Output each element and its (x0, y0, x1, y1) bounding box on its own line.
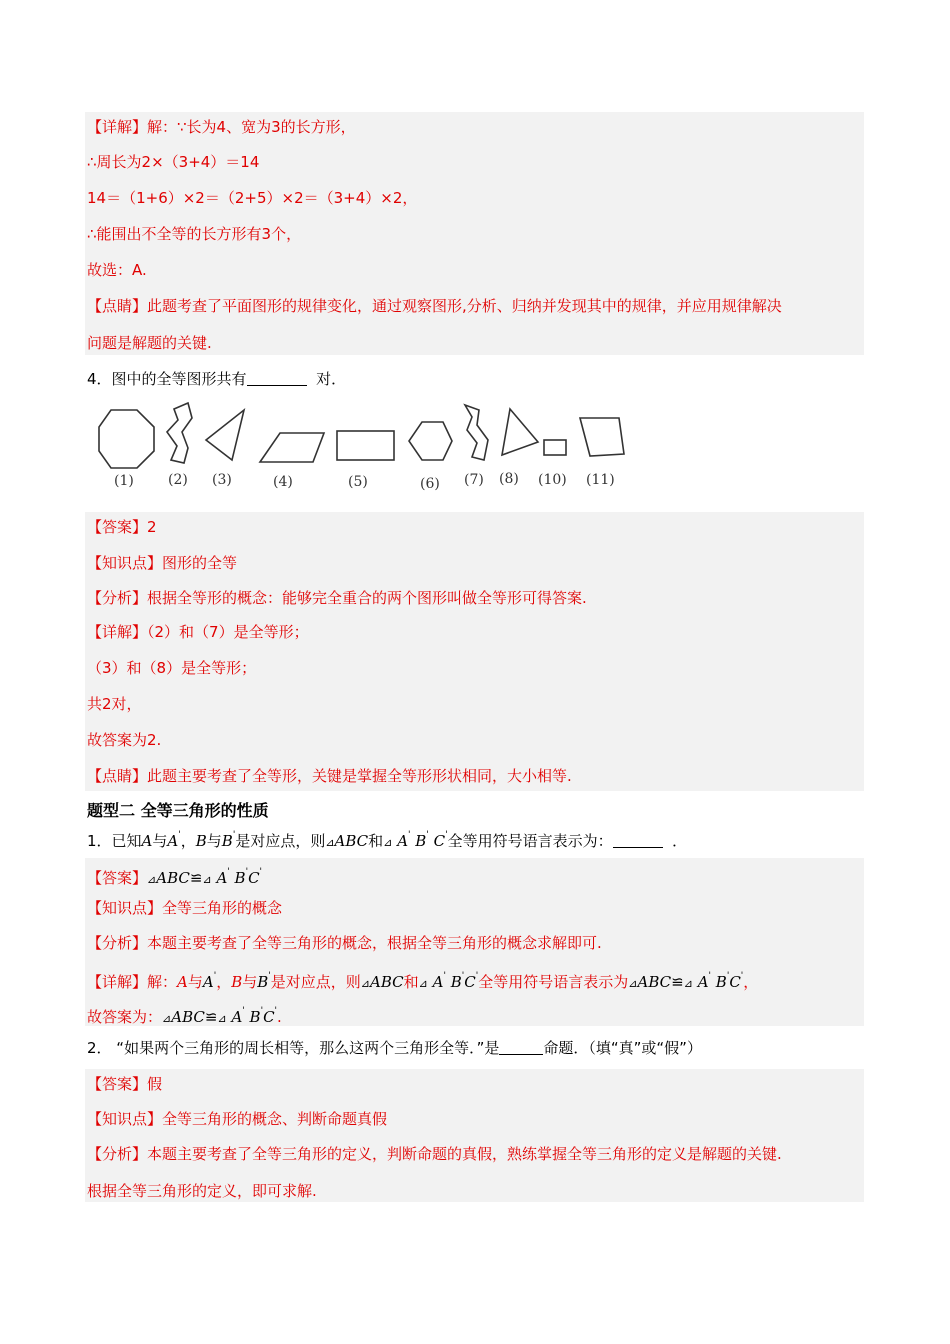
figure-label: (1) (114, 473, 134, 489)
rectangle-shape-10 (544, 440, 566, 455)
analysis-line: 【分析】根据全等形的概念：能够完全重合的两个图形叫做全等形可得答案. (87, 589, 587, 607)
prime-mark: ' (426, 830, 429, 840)
triangle-symbol: ⊿ (162, 1012, 172, 1025)
detail-line: 【详解】解：∵长为4、宽为3的长方形， (87, 118, 356, 136)
figure-label: (11) (586, 472, 615, 488)
prime-mark: ' (443, 971, 446, 981)
parallelogram-shape-4 (260, 433, 324, 462)
q1-he: 和 (368, 832, 384, 850)
tri-abc: ABC (370, 973, 404, 991)
final-prefix: 故答案为： (87, 1008, 163, 1026)
review-line: 【点睛】此题主要考查了全等形，关键是掌握全等形形状相同，大小相等. (87, 767, 572, 785)
detail-comma: ， (743, 973, 759, 991)
detail-mid: 是对应点，则 (270, 973, 361, 991)
q1-yu: 与 (152, 832, 168, 850)
var-B: B (195, 832, 207, 850)
detail-yu: 与 (187, 973, 203, 991)
zigzag-shape-7 (465, 405, 488, 460)
var-A-prime: A (432, 973, 444, 991)
triangle-symbol: ⊿ (202, 873, 212, 886)
var-A-prime: A (231, 1008, 243, 1026)
figure-label: (6) (420, 476, 440, 492)
detail-line: 共2对， (87, 695, 142, 713)
triangle-symbol: ⊿ (628, 977, 638, 990)
var-C-prime: C (248, 869, 260, 887)
var-B-prime: B (221, 832, 233, 850)
prime-mark: ' (268, 971, 271, 981)
prime-mark: ' (178, 830, 181, 840)
var-A: A (177, 973, 188, 991)
detail-line: （3）和（8）是全等形； (87, 659, 257, 677)
zigzag-shape-2 (167, 403, 192, 463)
answer-label: 【答案】 (87, 869, 148, 887)
q1-comma: ， (180, 832, 196, 850)
figure-label: (3) (212, 472, 232, 488)
prime-mark: ' (213, 971, 217, 981)
answer-blank (499, 1040, 543, 1055)
detail-line: 故选：A. (87, 261, 147, 279)
knowledge-line: 【知识点】全等三角形的概念 (87, 899, 283, 917)
analysis-line: 【分析】本题主要考查了全等三角形的概念，根据全等三角形的概念求解即可. (87, 934, 602, 952)
knowledge-line: 【知识点】图形的全等 (87, 554, 238, 572)
question-1 (87, 825, 687, 853)
answer-line: 【答案】2 (87, 518, 157, 536)
answer-line (87, 862, 262, 890)
var-A-prime: A (167, 832, 179, 850)
analysis-line: 【分析】本题主要考查了全等三角形的定义，判断命题的真假，熟练掌握全等三角形的定义是解题的关键. (87, 1145, 782, 1163)
triangle-symbol: ⊿ (383, 836, 393, 849)
detail-yu: 与 (242, 973, 258, 991)
answer-blank (247, 371, 307, 386)
prime-mark: ' (260, 1006, 264, 1016)
detail-line: 【详解】（2）和（7）是全等形； (87, 623, 309, 641)
question-2 (87, 1038, 702, 1058)
congruent-symbol: ≌ (671, 973, 684, 991)
shapes-figure (92, 400, 632, 495)
triangle-symbol: ⊿ (418, 977, 428, 990)
triangle-shape-3 (206, 410, 244, 460)
question-4 (87, 369, 346, 389)
var-A-prime: A (216, 869, 228, 887)
q1-num: 1．已知 (87, 832, 142, 850)
var-B-prime: B (415, 832, 427, 850)
var-C-prime: C (729, 973, 741, 991)
octagon-shape (99, 410, 154, 468)
prime-mark: ' (242, 1006, 245, 1016)
q1-end: ． (672, 832, 688, 850)
q1-mid: 是对应点，则 (235, 832, 326, 850)
tri-abc: ABC (171, 1008, 205, 1026)
section-heading: 题型二 全等三角形的性质 (87, 801, 269, 820)
analysis-line: 根据全等三角形的定义，即可求解. (87, 1182, 317, 1200)
parallelogram-shape-11 (580, 418, 624, 456)
prime-mark: ' (740, 971, 744, 981)
final-answer-line (87, 1001, 282, 1029)
var-B-prime: B (249, 1008, 261, 1026)
detail-tail: 全等用符号语言表示为 (478, 973, 629, 991)
prime-mark: ' (726, 971, 730, 981)
detail-he: 和 (403, 973, 419, 991)
var-B-prime: B (450, 973, 462, 991)
prime-mark: ' (408, 830, 411, 840)
q1-yu2: 与 (206, 832, 222, 850)
var-B-prime: B (234, 869, 246, 887)
answer-line: 【答案】假 (87, 1075, 163, 1093)
prime-mark: ' (259, 867, 263, 877)
knowledge-line: 【知识点】全等三角形的概念、判断命题真假 (87, 1110, 388, 1128)
question-2-suffix: 命题．（填“真”或“假”） (543, 1039, 702, 1057)
tri-abc: ABC (156, 869, 190, 887)
triangle-symbol: ⊿ (325, 836, 335, 849)
prime-mark: ' (475, 971, 479, 981)
triangle-symbol: ⊿ (147, 873, 157, 886)
figure-label: (8) (499, 471, 519, 487)
prime-mark: ' (708, 971, 712, 981)
figure-label: (7) (464, 472, 484, 488)
question-4-suffix: 对． (316, 370, 347, 388)
detail-line: 14＝（1+6）×2＝（2+5）×2＝（3+4）×2， (87, 189, 418, 207)
hexagon-shape-6 (409, 422, 452, 460)
detail-line (87, 966, 758, 994)
question-4-text: 4．图中的全等图形共有 (87, 370, 247, 388)
answer-blank (613, 833, 663, 848)
review-line: 【点睛】此题考查了平面图形的规律变化，通过观察图形,分析、归纳并发现其中的规律，并应用规律解决 (87, 297, 782, 315)
var-B-prime: B (257, 973, 269, 991)
prime-mark: ' (445, 830, 448, 840)
var-B: B (231, 973, 243, 991)
var-C-prime: C (464, 973, 476, 991)
figure-label: (5) (348, 474, 368, 490)
rectangle-shape-5 (337, 431, 394, 460)
figure-label: (4) (273, 474, 293, 490)
review-line: 问题是解题的关键. (87, 334, 212, 352)
congruent-symbol: ≌ (204, 1008, 218, 1026)
prime-mark: ' (227, 867, 230, 877)
detail-line: ∴周长为2×（3+4）＝14 (87, 153, 260, 171)
prime-mark: ' (232, 830, 236, 840)
triangle-symbol: ⊿ (217, 1012, 227, 1025)
q1-tail: 全等用符号语言表示为： (447, 832, 613, 850)
figure-label: (2) (168, 472, 188, 488)
var-B-prime: B (715, 973, 727, 991)
detail-line: 故答案为2. (87, 731, 162, 749)
var-C-prime: C (263, 1008, 275, 1026)
var-A: A (141, 832, 153, 850)
var-A-prime: A (397, 832, 409, 850)
congruent-symbol: ≌ (189, 869, 203, 887)
detail-label: 【详解】解： (87, 973, 178, 991)
prime-mark: ' (245, 867, 249, 877)
detail-line: ∴能围出不全等的长方形有3个， (87, 225, 302, 243)
tri-abc: ABC (334, 832, 369, 850)
var-A-prime: A (697, 973, 709, 991)
final-period: . (277, 1008, 282, 1026)
detail-comma: ， (216, 973, 232, 991)
triangle-symbol: ⊿ (360, 977, 371, 990)
var-C-prime: C (433, 832, 446, 850)
triangle-shape-8 (502, 409, 538, 455)
triangle-symbol: ⊿ (683, 977, 693, 990)
prime-mark: ' (274, 1006, 278, 1016)
figure-label: (10) (538, 472, 567, 488)
question-2-text: 2． “如果两个三角形的周长相等，那么这两个三角形全等．”是 (87, 1039, 500, 1057)
prime-mark: ' (461, 971, 465, 981)
tri-abc: ABC (637, 973, 672, 991)
var-A-prime: A (202, 973, 214, 991)
